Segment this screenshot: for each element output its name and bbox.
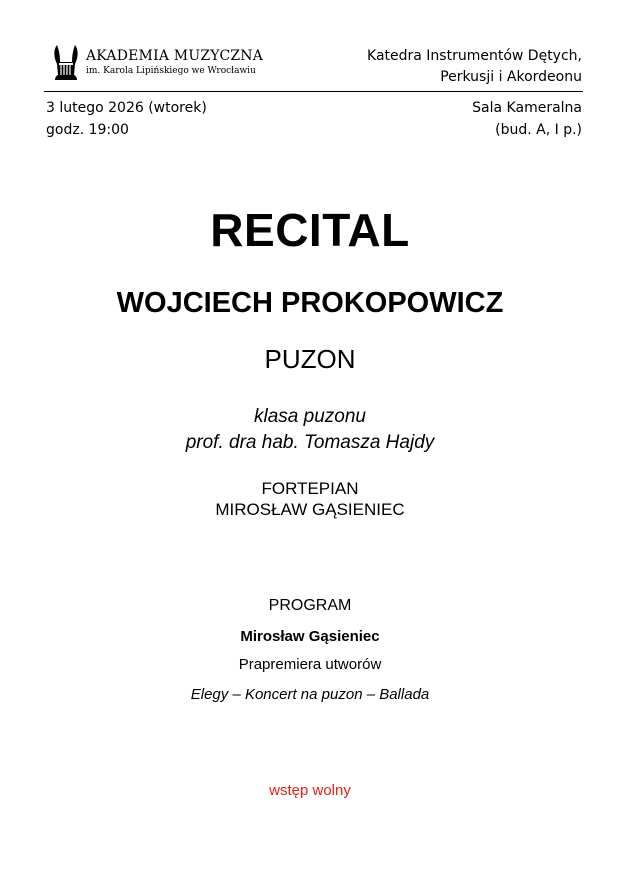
piano-label: FORTEPIAN bbox=[261, 479, 359, 498]
event-time: godz. 19:00 bbox=[46, 122, 129, 138]
instrument: PUZON bbox=[264, 344, 356, 374]
department-line: Perkusji i Akordeonu bbox=[440, 69, 582, 85]
pianist-name: MIROSŁAW GĄSIENIEC bbox=[215, 500, 405, 519]
program-works: Elegy – Koncert na puzon – Ballada bbox=[190, 686, 430, 703]
department bbox=[367, 46, 582, 88]
event-title: RECITAL bbox=[210, 204, 410, 256]
department-line: Katedra Instrumentów Dętych, bbox=[367, 48, 582, 64]
lyre-logo-icon bbox=[52, 42, 80, 82]
venue-line: Sala Kameralna bbox=[472, 100, 582, 116]
class-professor: prof. dra hab. Tomasza Hajdy bbox=[185, 432, 435, 453]
venue-line: (bud. A, I p.) bbox=[495, 122, 582, 138]
class-info bbox=[0, 404, 620, 456]
performer-name: WOJCIECH PROKOPOWICZ bbox=[116, 287, 504, 319]
event-venue bbox=[472, 97, 582, 141]
event-datetime bbox=[46, 97, 207, 141]
admission-note: wstęp wolny bbox=[269, 782, 351, 799]
institution-name: AKADEMIA MUZYCZNA bbox=[86, 48, 264, 64]
program-composer: Mirosław Gąsieniec bbox=[240, 628, 380, 645]
program-premiere-note: Prapremiera utworów bbox=[238, 656, 382, 673]
piano-info bbox=[0, 478, 620, 520]
class-line: klasa puzonu bbox=[254, 406, 366, 427]
institution-subtitle: im. Karola Lipińskiego we Wrocławiu bbox=[86, 66, 256, 76]
header-divider bbox=[44, 91, 583, 92]
event-date: 3 lutego 2026 (wtorek) bbox=[46, 100, 207, 116]
program-heading: PROGRAM bbox=[268, 597, 352, 614]
